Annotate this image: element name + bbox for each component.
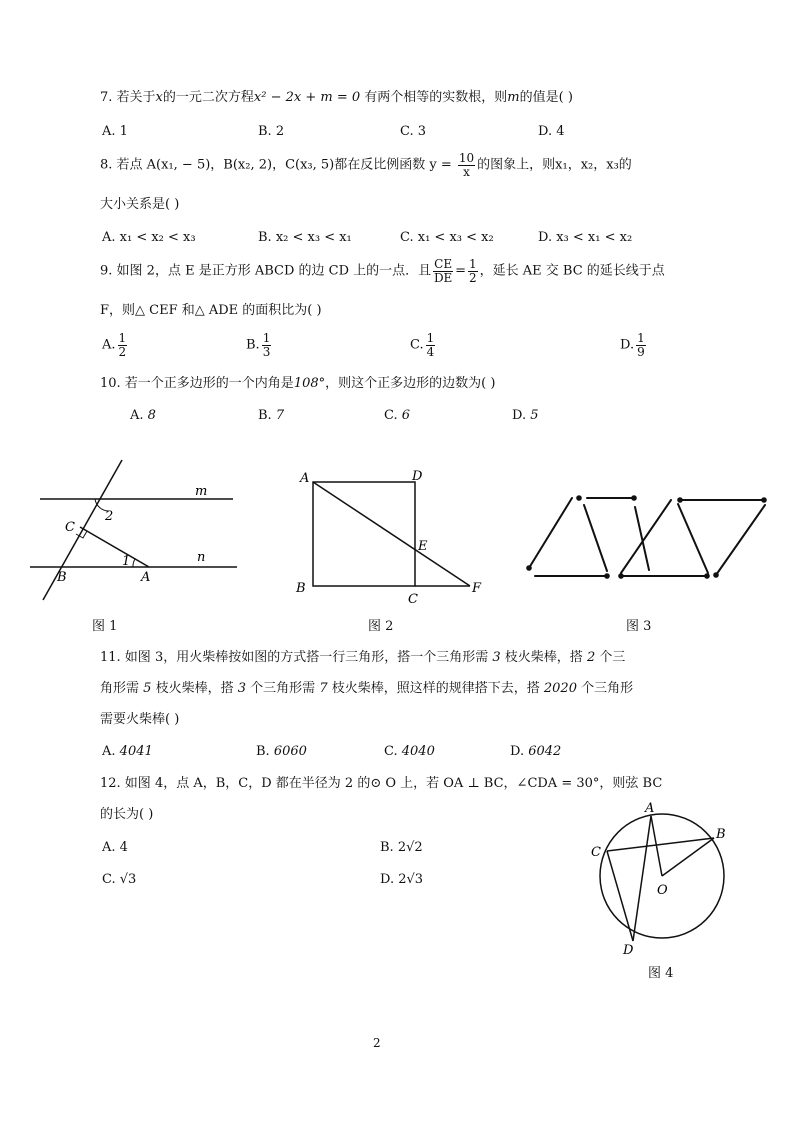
q7-option-a: A. 1 <box>102 124 128 139</box>
q8-fraction <box>458 152 475 178</box>
q9-half-den: 2 <box>469 270 477 285</box>
q12-option-b: B. 2√2 <box>380 840 423 855</box>
q8-pre: 8. 若点 A(x₁, − 5)，B(x₂, 2)，C(x₃, 5)都在反比例函数 y = <box>100 157 452 173</box>
label-angle-2: 2 <box>105 509 114 524</box>
q9-pre: 9. 如图 2，点 E 是正方形 ABCD 的边 CD 上的一点．且 <box>100 263 432 279</box>
q9-option-d-frac <box>636 332 646 358</box>
figure-1-caption: 图 1 <box>92 619 118 634</box>
q11-number: 3 <box>237 681 247 696</box>
q8-post: 的图象上，则x₁，x₂，x₃的 <box>477 157 632 173</box>
q7-option-c: C. 3 <box>400 124 427 139</box>
q9-option-d <box>620 332 648 358</box>
q8-option-a: A. x₁ < x₂ < x₃ <box>102 230 196 245</box>
q9-option-c-label: C. <box>410 337 424 353</box>
q9-option-c <box>410 332 437 358</box>
q9-option-a-label: A. <box>102 337 116 353</box>
matchstick <box>635 507 649 570</box>
label-point-e: E <box>418 539 428 554</box>
chord-cd <box>607 851 633 941</box>
q9-option-c-num: 1 <box>426 331 435 345</box>
label-point-c: C <box>591 845 601 860</box>
q9-option-a-den: 2 <box>118 344 127 359</box>
q10-option-c-value: 6 <box>401 408 411 423</box>
figure-4-caption: 图 4 <box>648 966 674 981</box>
chord-ad <box>633 816 651 941</box>
q8-line2: 大小关系是( ) <box>100 197 180 212</box>
q7-mid2: 有两个相等的实数根，则 <box>364 90 508 105</box>
q11-text: 个三 <box>599 650 626 665</box>
q10-option-c-label: C. <box>384 408 398 423</box>
q11-number: 3 <box>492 650 501 665</box>
q11-option-d-value: 6042 <box>528 744 562 759</box>
label-point-b: B <box>296 581 306 596</box>
q11-option-b <box>256 744 307 759</box>
q9-option-c-frac <box>426 332 436 358</box>
q9-line2: F，则△ CEF 和△ ADE 的面积比为( ) <box>100 303 322 318</box>
q9-ratio-den: DE <box>433 270 453 285</box>
q9-half <box>468 258 478 284</box>
q10-angle: 108° <box>293 376 326 391</box>
q11-line2 <box>100 681 633 697</box>
figure-3 <box>515 485 775 590</box>
q11-option-c-value: 4040 <box>401 744 435 759</box>
label-point-d: D <box>623 943 634 958</box>
q10-option-a-label: A. <box>130 408 144 423</box>
matchstick <box>716 505 765 575</box>
q7-equation: x² − 2x + m = 0 <box>253 90 361 105</box>
matchstick <box>678 504 708 573</box>
q9-option-b-num: 1 <box>262 331 271 345</box>
label-point-b: B <box>57 570 67 585</box>
label-point-c: C <box>65 520 75 535</box>
q11-text: 枝火柴棒，照这样的规律搭下去，搭 <box>331 681 540 696</box>
q7-stem <box>100 90 573 106</box>
q11-option-a-value: 4041 <box>119 744 153 759</box>
q9-option-d-den: 9 <box>637 344 645 359</box>
figure-2-caption: 图 2 <box>368 619 394 634</box>
label-point-a: A <box>645 801 655 816</box>
q10-option-d-value: 5 <box>530 408 539 423</box>
q11-text: 枝火柴棒，搭 <box>155 681 234 696</box>
figure-2 <box>290 462 500 610</box>
q11-number: 7 <box>319 681 328 696</box>
label-point-c: C <box>408 592 418 607</box>
q11-number: 2020 <box>543 681 577 696</box>
q9-option-a-frac <box>118 332 128 358</box>
q10-post: ，则这个正多边形的边数为( ) <box>325 376 496 391</box>
q10-option-a-value: 8 <box>147 408 156 423</box>
q7-var-m: m <box>507 90 520 105</box>
q9-post: ，延长 AE 交 BC 的延长线于点 <box>479 263 665 279</box>
q11-number: 2 <box>586 650 596 665</box>
q10-option-b-value: 7 <box>275 408 285 423</box>
q8-option-c: C. x₁ < x₃ < x₂ <box>400 230 494 245</box>
label-point-b: B <box>716 827 726 842</box>
q8-frac-num: 10 <box>458 151 475 165</box>
q12-option-a: A. 4 <box>102 840 128 855</box>
angle-1-arc <box>133 559 135 567</box>
q11-option-d-label: D. <box>510 744 525 759</box>
q10-option-d <box>512 408 539 423</box>
q9-ratio-num: CE <box>434 257 453 271</box>
q10-option-a <box>130 408 156 423</box>
label-m: m <box>195 484 208 499</box>
q9-option-b-frac <box>262 332 272 358</box>
q8-stem <box>100 152 632 178</box>
q9-option-d-num: 1 <box>637 331 645 345</box>
matchsticks <box>529 498 765 576</box>
q12-option-d: D. 2√3 <box>380 872 424 887</box>
q9-option-b <box>246 332 273 358</box>
q9-stem <box>100 258 665 284</box>
q7-post: 的值是( ) <box>519 90 573 105</box>
q11-text: 个三角形需 <box>250 681 316 696</box>
label-point-a: A <box>141 570 151 585</box>
q7-var-x: x <box>155 90 163 105</box>
q11-text: 枝火柴棒，搭 <box>504 650 583 665</box>
q9-half-num: 1 <box>469 257 477 271</box>
q9-option-b-label: B. <box>246 337 260 353</box>
q10-pre: 10. 若一个正多边形的一个内角是 <box>100 376 294 391</box>
matchstick <box>584 505 607 571</box>
q9-option-a <box>102 332 129 358</box>
q11-text: 11. 如图 3，用火柴棒按如图的方式搭一行三角形，搭一个三角形需 <box>100 650 489 665</box>
q11-option-b-label: B. <box>256 744 270 759</box>
q9-ratio <box>433 258 453 284</box>
q7-option-d: D. 4 <box>538 124 565 139</box>
q11-line1 <box>100 650 625 666</box>
q9-option-c-den: 4 <box>426 344 435 359</box>
q8-option-d: D. x₃ < x₁ < x₂ <box>538 230 633 245</box>
q10-stem <box>100 376 495 392</box>
line-af <box>313 482 470 586</box>
label-angle-1: 1 <box>122 554 131 569</box>
q10-option-c <box>384 408 410 423</box>
matchstick <box>621 500 671 573</box>
q11-option-c <box>384 744 435 759</box>
matchstick <box>529 498 572 568</box>
q11-option-d <box>510 744 561 759</box>
figure-3-caption: 图 3 <box>626 619 652 634</box>
q7-pre: 7. 若关于 <box>100 90 156 105</box>
q10-option-d-label: D. <box>512 408 527 423</box>
label-point-o: O <box>657 883 668 898</box>
q11-line3: 需要火柴棒( ) <box>100 712 180 727</box>
q11-option-a-label: A. <box>102 744 116 759</box>
q8-frac-den: x <box>463 164 470 179</box>
q11-option-c-label: C. <box>384 744 398 759</box>
label-point-d: D <box>412 469 423 484</box>
q9-eq: = <box>455 263 467 279</box>
q11-option-b-value: 6060 <box>273 744 307 759</box>
label-n: n <box>197 550 206 565</box>
figure-4 <box>585 798 735 958</box>
label-point-a: A <box>300 471 310 486</box>
q10-option-b-label: B. <box>258 408 272 423</box>
q7-option-b: B. 2 <box>258 124 285 139</box>
q9-option-a-num: 1 <box>118 331 127 345</box>
q11-number: 5 <box>143 681 152 696</box>
q7-mid1: 的一元二次方程 <box>162 90 254 105</box>
segment-ca <box>80 527 149 567</box>
q9-option-b-den: 3 <box>262 344 271 359</box>
square-abcd <box>313 482 415 586</box>
q10-option-b <box>258 408 284 423</box>
q8-option-b: B. x₂ < x₃ < x₁ <box>258 230 352 245</box>
label-point-f: F <box>472 581 482 596</box>
page-number: 2 <box>373 1036 381 1050</box>
q12-option-c: C. √3 <box>102 872 137 887</box>
transversal <box>43 460 122 600</box>
q12-line1: 12. 如图 4，点 A，B，C，D 都在半径为 2 的⊙ O 上，若 OA ⊥ BC，∠CDA = 30°，则弦 BC <box>100 776 663 791</box>
q11-text: 角形需 <box>100 681 140 696</box>
figure-1 <box>25 455 250 605</box>
q11-text: 个三角形 <box>581 681 634 696</box>
q9-option-d-label: D. <box>620 337 635 353</box>
q11-option-a <box>102 744 153 759</box>
q12-line2: 的长为( ) <box>100 807 154 822</box>
